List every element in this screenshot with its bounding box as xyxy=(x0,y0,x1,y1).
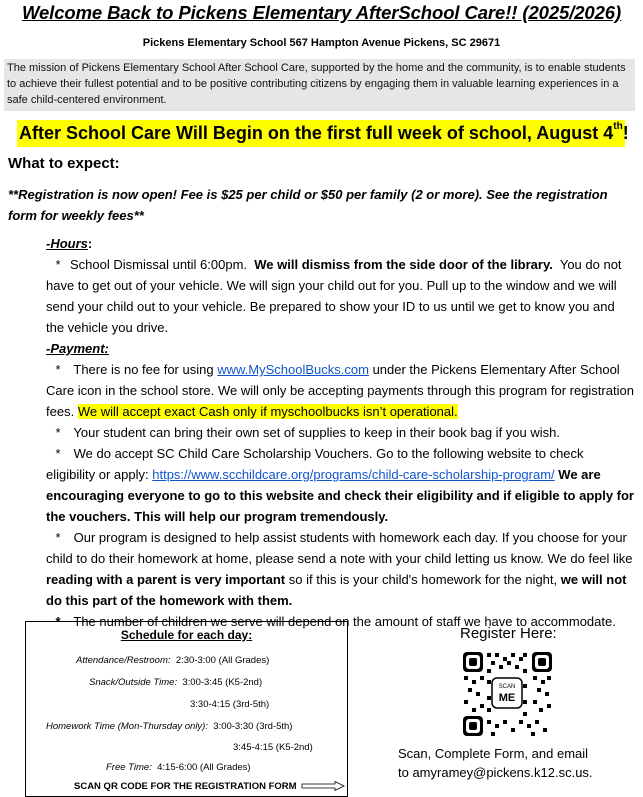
register-line-1: Scan, Complete Form, and email xyxy=(398,746,589,761)
what-to-expect-heading: What to expect: xyxy=(8,155,120,172)
registration-notice: **Registration is now open! Fee is $25 per child or $50 per family (2 or more). See the registration form for weekly fees** xyxy=(8,187,608,223)
myschoolbucks-link[interactable]: www.MySchoolBucks.com xyxy=(217,362,369,377)
schedule-row-free: Free Time: 4:15-6:00 (All Grades) xyxy=(106,762,251,773)
schedule-row-homework-2: 3:45-4:15 (K5-2nd) xyxy=(233,742,313,753)
schedule-heading: Schedule for each day: xyxy=(120,628,253,642)
qr-scan-label: SCAN xyxy=(498,684,516,690)
mission-statement: The mission of Pickens Elementary School After School Care, supported by the home and the community, is to enable students to achieve their fullest potential and to be positive contributing citizens by engaging them in valuable learning experiences in a safe child-centered environment. xyxy=(4,59,635,111)
bullet-icon: * xyxy=(55,425,61,440)
bullet-icon: * xyxy=(55,530,61,545)
payment-paragraph-1: * There is no fee for using www.MySchoolBucks.com under the Pickens Elementary After School Care icon in the school store. We will only be accepting payments through this program for registration fees. We will accept exact Cash only if myschoolbucks isn’t operational. xyxy=(46,359,636,422)
payment-paragraph-3: * We do accept SC Child Care Scholarship Vouchers. Go to the following website to check eligibility or apply: https://www.scchildcare.org/programs/child-care-scholarship-program/ We are encouraging everyone to go to this website and check their eligibility and if eligible to apply for the vouchers. This will help our program tremendously. xyxy=(46,443,636,527)
register-instructions xyxy=(398,744,593,782)
payment-paragraph-2: * Your student can bring their own set of supplies to keep in their book bag if you wish. xyxy=(46,422,636,443)
schedule-row-homework: Homework Time (Mon-Thursday only): 3:00-3:30 (3rd-5th) xyxy=(46,721,293,732)
banner-text: After School Care Will Begin on the first full week of school, August 4 xyxy=(19,123,614,143)
banner-end: ! xyxy=(622,123,629,143)
schedule-row-snack: Snack/Outside Time: 3:00-3:45 (K5-2nd) xyxy=(89,677,263,688)
cash-highlight: We will accept exact Cash only if myschoolbucks isn’t operational. xyxy=(77,404,458,419)
bullet-icon: * xyxy=(55,362,61,377)
schedule-row-attendance: Attendance/Restroom: 2:30-3:00 (All Grades) xyxy=(76,655,270,666)
details-section xyxy=(46,233,636,632)
qr-me-label: ME xyxy=(498,692,516,704)
bullet-icon: * xyxy=(55,257,61,272)
schedule-footer: SCAN QR CODE FOR THE REGISTRATION FORM xyxy=(74,781,345,792)
bullet-icon: * xyxy=(55,446,61,461)
start-date-banner xyxy=(17,120,629,147)
register-line-2: to amyramey@pickens.k12.sc.us. xyxy=(398,765,593,780)
scholarship-link[interactable]: https://www.scchildcare.org/programs/child-care-scholarship-program/ xyxy=(152,467,555,482)
qr-code-icon[interactable] xyxy=(461,650,554,738)
page-title: Welcome Back to Pickens Elementary AfterSchool Care!! (2025/2026) xyxy=(21,2,622,23)
school-address: Pickens Elementary School 567 Hampton Avenue Pickens, SC 29671 xyxy=(142,37,501,49)
banner-sup: th xyxy=(613,121,623,132)
register-heading: Register Here: xyxy=(460,625,557,642)
payment-heading: -Payment: xyxy=(46,341,109,356)
hours-paragraph: * School Dismissal until 6:00pm. We will dismiss from the side door of the library. You do not have to get out of your vehicle. We will sign your child out for you. Pull up to the window and we will send your child out to your vehicle. Be prepared to show your ID to us until we get to know you and the vehicle you drive. xyxy=(46,254,636,338)
hours-heading: -Hours: xyxy=(46,236,93,251)
schedule-box xyxy=(25,621,348,797)
schedule-row-snack-2: 3:30-4:15 (3rd-5th) xyxy=(190,699,270,710)
arrow-right-icon xyxy=(301,781,345,791)
payment-paragraph-4: * Our program is designed to help assist students with homework each day. If you choose for your child to do their homework at home, please send a note with your child letting us know. We do feel like reading with a parent is very important so if this is your child's homework for the night, we will not do this part of the homework with them. xyxy=(46,527,636,611)
payment-paragraph-5: * The number of children we serve will depend on the amount of staff we have to accommodate. xyxy=(46,611,636,632)
bullet-icon: * xyxy=(55,614,61,629)
